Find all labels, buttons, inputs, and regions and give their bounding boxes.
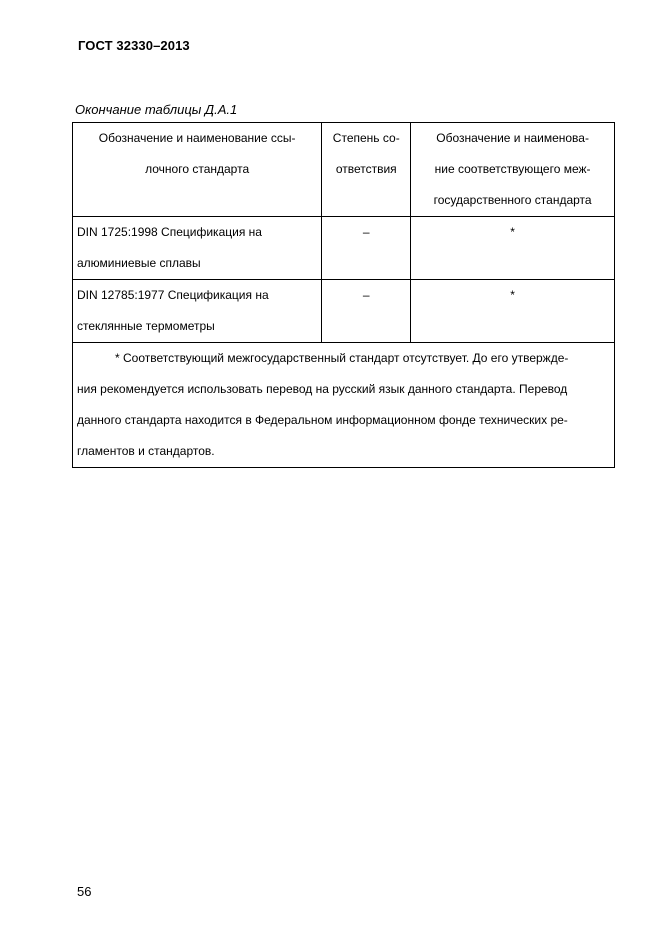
header-text-line: лочного стандарта: [145, 162, 250, 176]
degree-cell: –: [322, 280, 411, 343]
header-text-line: Обозначение и наименова-: [436, 131, 589, 145]
table-note-row: [73, 343, 615, 468]
table-row: [73, 217, 615, 280]
interstate-cell: *: [411, 217, 615, 280]
standard-text-line: стеклянные термометры: [77, 319, 215, 333]
header-text-line: ответствия: [335, 162, 397, 176]
footnote-line: гламентов и стандартов.: [77, 444, 215, 458]
header-cell-degree: [322, 123, 411, 217]
table-footnote: [73, 343, 615, 468]
standard-cell: [73, 280, 322, 343]
document-header: ГОСТ 32330–2013: [78, 38, 190, 53]
standard-text-line: алюминиевые сплавы: [77, 256, 201, 270]
standard-cell: [73, 217, 322, 280]
header-cell-reference-standard: [73, 123, 322, 217]
header-text-line: Обозначение и наименование ссы-: [98, 131, 296, 145]
header-cell-interstate-standard: [411, 123, 615, 217]
footnote-line: * Соответствующий межгосударственный стандарт отсутствует. До его утвержде-: [115, 351, 569, 365]
header-text-line: государственного стандарта: [433, 193, 592, 207]
table-header-row: [73, 123, 615, 217]
degree-cell: –: [322, 217, 411, 280]
header-text-line: ние соответствующего меж-: [434, 162, 591, 176]
table-caption: Окончание таблицы Д.А.1: [75, 102, 238, 117]
interstate-cell: *: [411, 280, 615, 343]
page-number: 56: [77, 884, 92, 899]
footnote-line: ния рекомендуется использовать перевод на русский язык данного стандарта. Перевод: [77, 382, 568, 396]
header-text-line: Степень со-: [332, 131, 400, 145]
table-row: [73, 280, 615, 343]
standard-text-line: DIN 12785:1977 Спецификация на: [77, 288, 269, 302]
reference-standards-table: [72, 122, 615, 468]
standard-text-line: DIN 1725:1998 Спецификация на: [77, 225, 262, 239]
footnote-line: данного стандарта находится в Федеральном информационном фонде технических ре-: [77, 413, 568, 427]
